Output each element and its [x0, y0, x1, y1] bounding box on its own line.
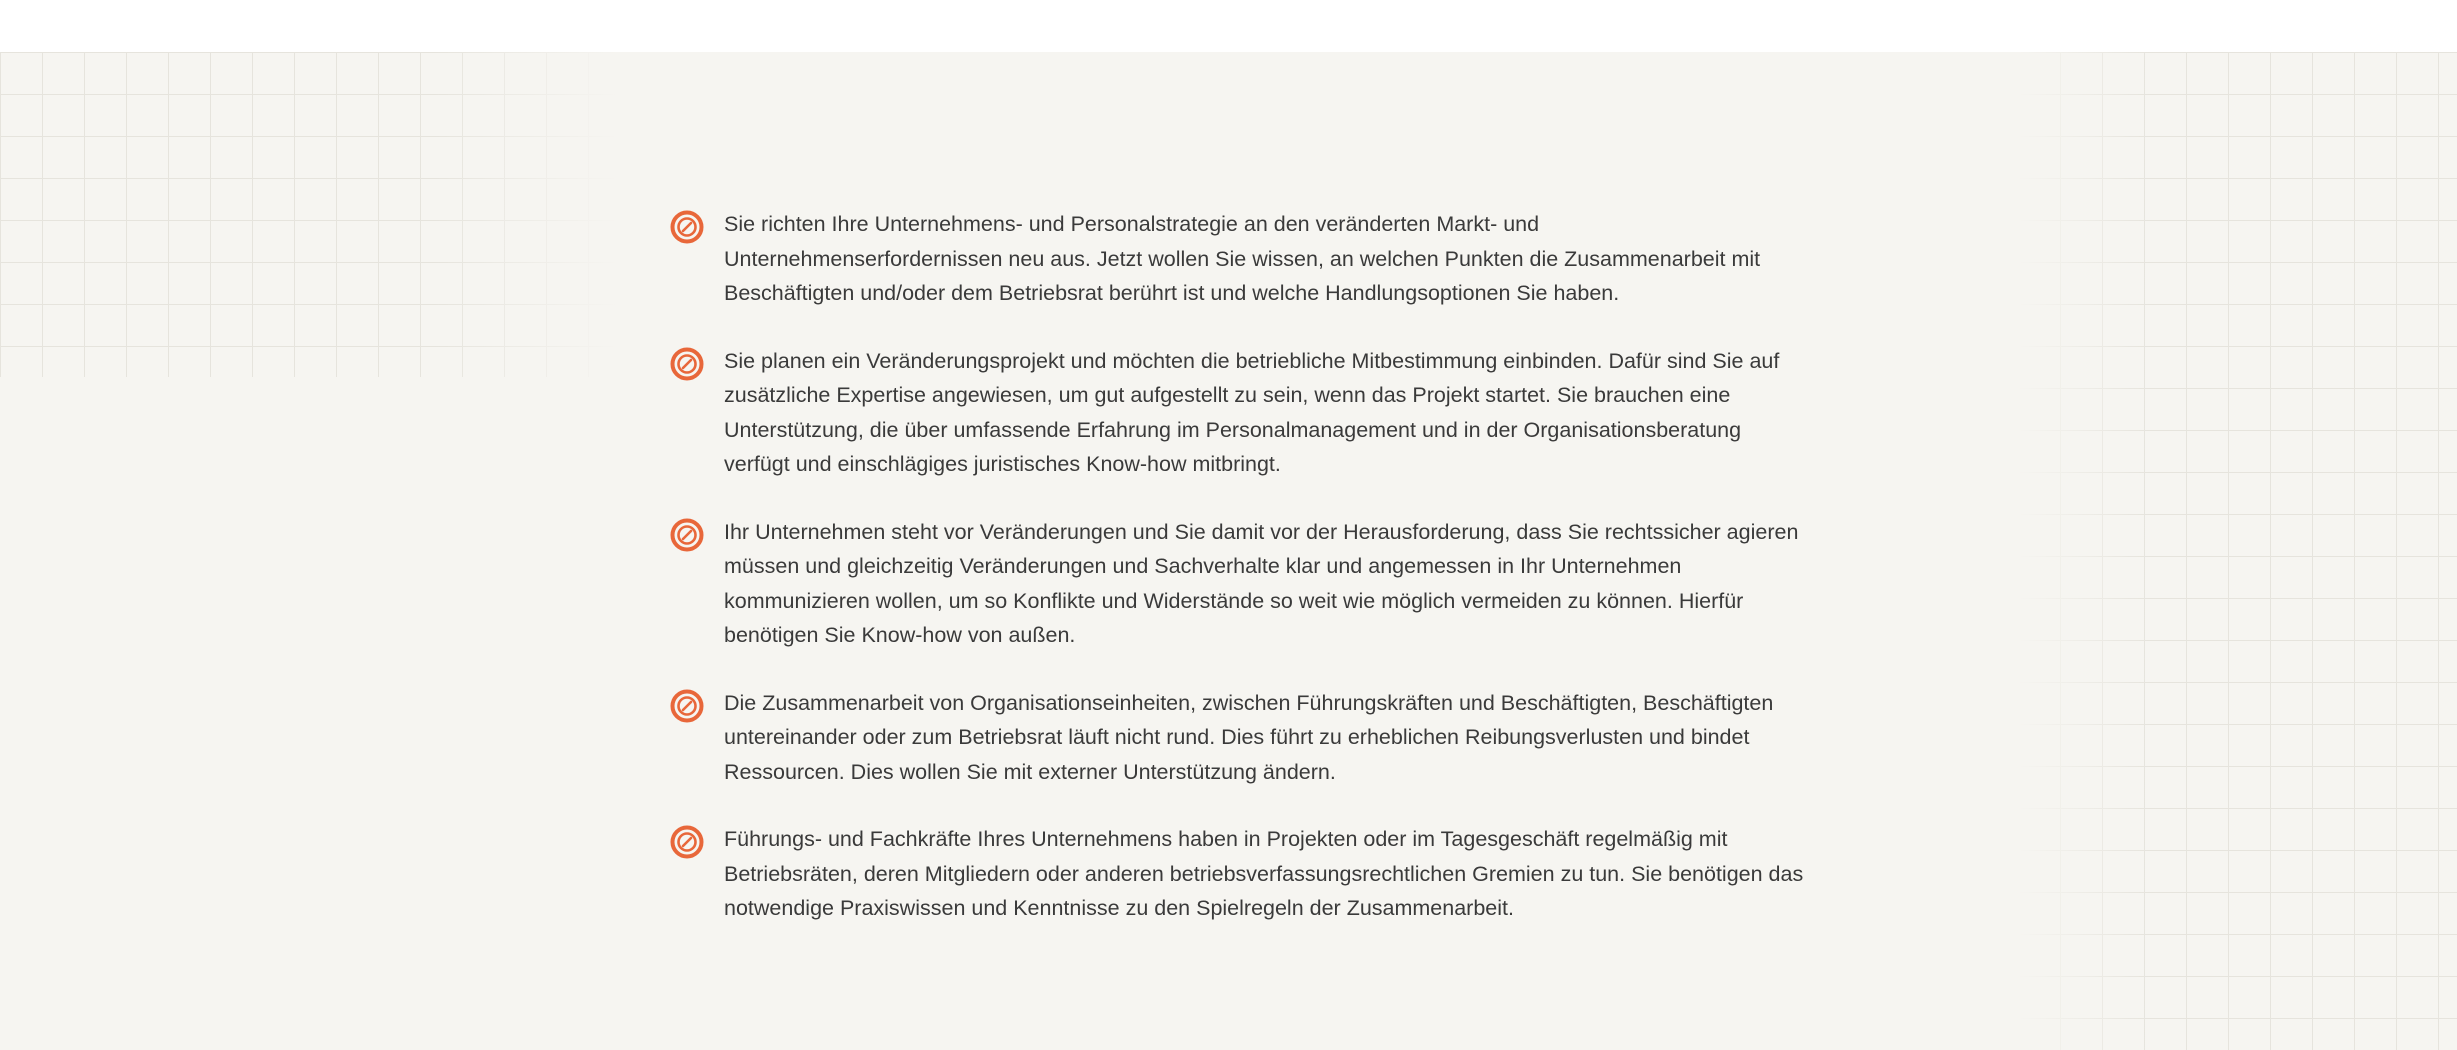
- list-item-text: Sie planen ein Veränderungsprojekt und möchten die betriebliche Mitbestimmung einbinden. Dafür sind Sie auf zusätzliche Expertise angewiesen, um gut aufgestellt zu sein, wenn das Projekt startet. Sie brauchen eine Unterstützung, die über umfassende Erfahrung im Personalmanagement und in der Organisationsberatung verfügt und einschlägiges juristisches Know-how mitbringt.: [724, 348, 1780, 476]
- list-item: [670, 207, 1810, 311]
- list-item-text: Führungs- und Fachkräfte Ihres Unternehmens haben in Projekten oder im Tagesgeschäft regelmäßig mit Betriebsräten, deren Mitgliedern oder anderen betriebsverfassungsrechtlichen Gremien zu tun. Sie benötigen das notwendige Praxiswissen und Kenntnisse zu den Spielregeln der Zusammenarbeit.: [724, 827, 1804, 920]
- list-item: [670, 686, 1810, 790]
- orange-badge-icon: [670, 347, 704, 381]
- content-section: [0, 52, 2457, 1050]
- orange-badge-icon: [670, 825, 704, 859]
- orange-badge-icon: [670, 689, 704, 723]
- bullet-list: [670, 207, 1810, 959]
- grid-pattern-right: [2018, 52, 2457, 1050]
- orange-badge-icon: [670, 210, 704, 244]
- list-item: [670, 822, 1810, 926]
- orange-badge-icon: [670, 518, 704, 552]
- grid-pattern-left: [0, 52, 618, 377]
- list-item-text: Die Zusammenarbeit von Organisationseinheiten, zwischen Führungskräften und Beschäftigten, Beschäftigten untereinander oder zum Betriebsrat läuft nicht rund. Dies führt zu erheblichen Reibungsverlusten und bindet Ressourcen. Dies wollen Sie mit externer Unterstützung ändern.: [724, 690, 1774, 784]
- list-item: [670, 515, 1810, 653]
- list-item-text: Sie richten Ihre Unternehmens- und Personalstrategie an den veränderten Markt- und Unternehmenserfordernissen neu aus. Jetzt wollen Sie wissen, an welchen Punkten die Zusammenarbeit mit Beschäftigten und/oder dem Betriebsrat berührt ist und welche Handlungsoptionen Sie haben.: [724, 212, 1761, 305]
- list-item-text: Ihr Unternehmen steht vor Veränderungen und Sie damit vor der Herausforderung, dass Sie rechtssicher agieren müssen und gleichzeitig Veränderungen und Sachverhalte klar und angemessen in Ihr Unternehmen kommunizieren wollen, um so Konflikte und Widerstände so weit wie möglich vermeiden zu können. Hierfür benötigen Sie Know-how von außen.: [724, 519, 1799, 647]
- list-item: [670, 344, 1810, 482]
